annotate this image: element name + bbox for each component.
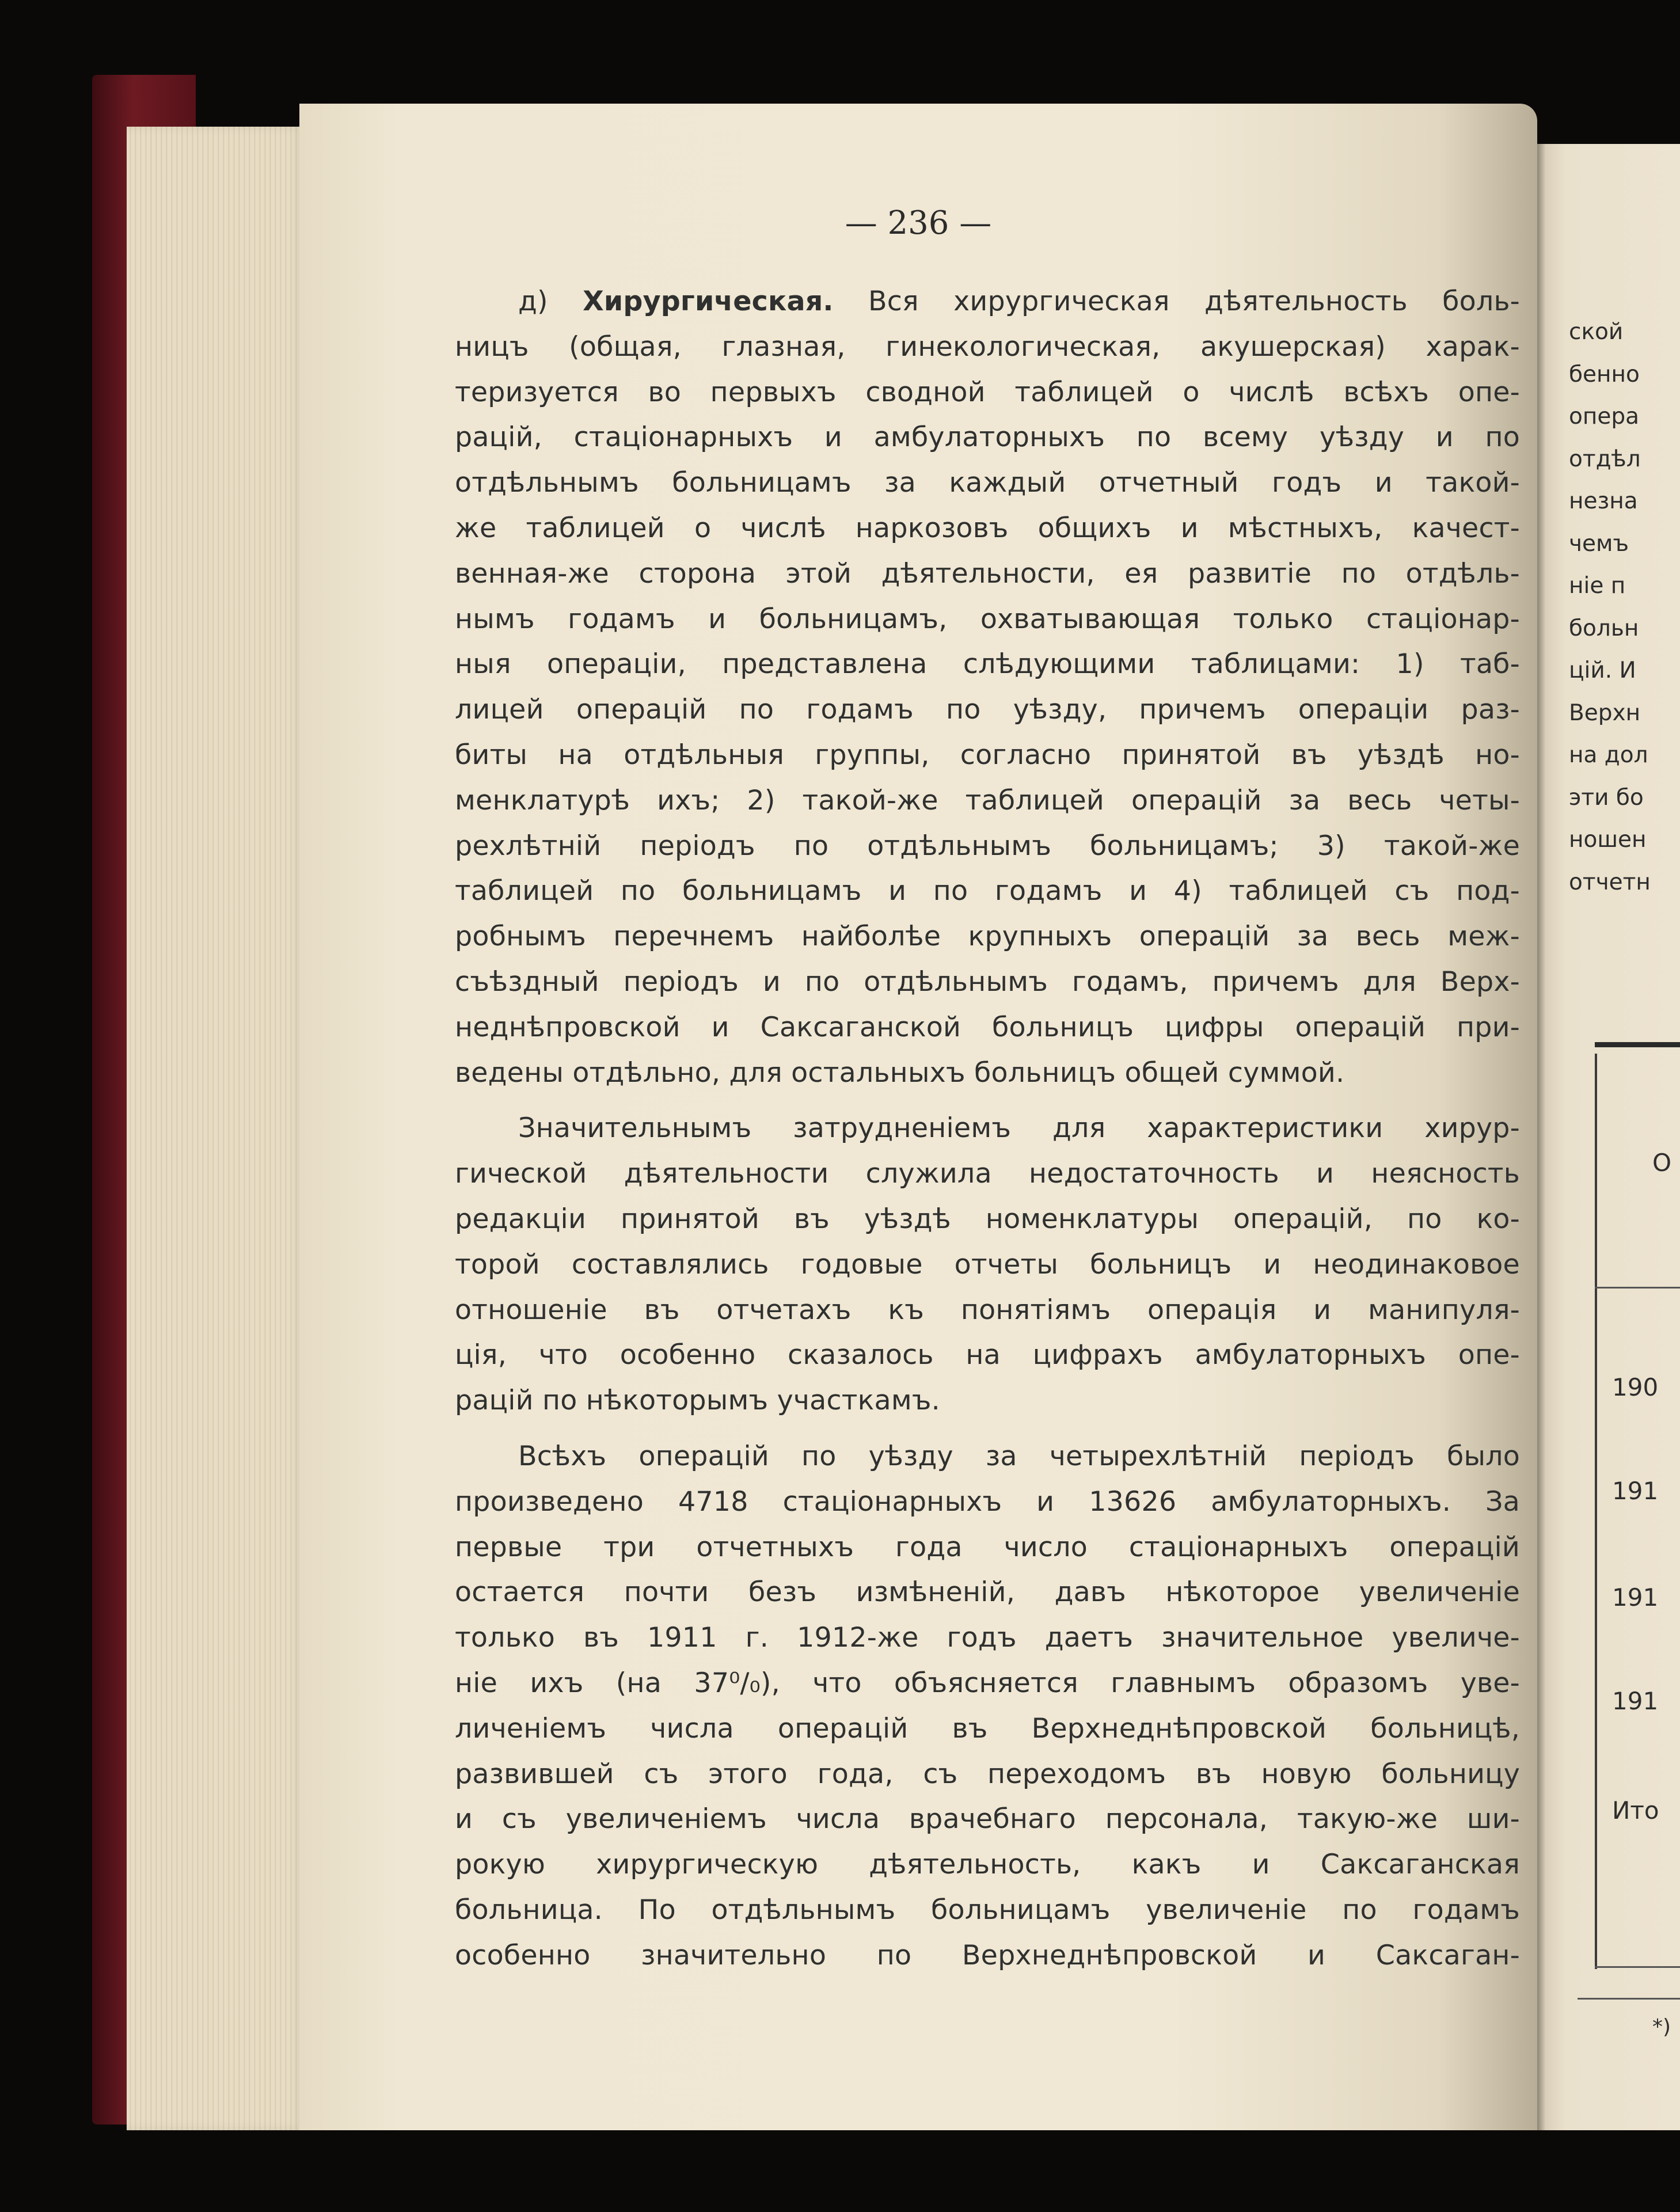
- paragraph-totals: [455, 1434, 1520, 1979]
- text-line: развившей съ этого года, съ переходомъ въ новую больницу: [455, 1758, 1520, 1790]
- text-line: таблицей по больницамъ и по годамъ и 4) таблицей съ под-: [455, 875, 1520, 907]
- text-line: цій. И: [1569, 657, 1636, 683]
- page-edges: [127, 127, 305, 2130]
- text-line: ницъ (общая, глазная, гинекологическая, акушерская) харак-: [455, 330, 1520, 363]
- text-line: и съ увеличеніемъ числа врачебнаго персонала, такую-же ши-: [455, 1803, 1520, 1835]
- paragraph-surgical: [455, 279, 1520, 1096]
- text-line: менклатурѣ ихъ; 2) такой-же таблицей операцій за весь четы-: [455, 784, 1520, 816]
- text-line: ведены отдѣльно, для остальныхъ больницъ общей суммой.: [455, 1056, 1345, 1089]
- text-line: ція, что особенно сказалось на цифрахъ амбулаторныхъ опе-: [455, 1339, 1520, 1371]
- text-line: Верхн: [1569, 700, 1641, 726]
- text-line: неднѣпровской и Саксаганской больницъ цифры операцій при-: [455, 1011, 1520, 1043]
- table-year-cell: 191: [1612, 1583, 1659, 1612]
- left-page: [299, 104, 1537, 2130]
- table-left-border: [1595, 1054, 1597, 1969]
- footnote-marker: *): [1652, 2015, 1671, 2039]
- section-heading: Хирургическая.: [583, 286, 834, 317]
- text-line: нымъ годамъ и больницамъ, охватывающая только стаціонар-: [455, 603, 1520, 635]
- text-line: незна: [1569, 488, 1638, 514]
- text-line: отношеніе въ отчетахъ къ понятіямъ операція и манипуля-: [455, 1294, 1520, 1326]
- text-line: только въ 1911 г. 1912-же годъ даетъ значительное увеличе-: [455, 1622, 1520, 1654]
- text-line: рехлѣтній періодъ по отдѣльнымъ больницамъ; 3) такой-же: [455, 830, 1520, 862]
- paragraph-difficulties: [455, 1106, 1520, 1424]
- text-line: бенно: [1569, 361, 1640, 387]
- text-line: чемъ: [1569, 530, 1629, 557]
- text-line: [455, 279, 1520, 325]
- right-page-text: [1569, 311, 1651, 903]
- table-total-cell: Ито: [1612, 1796, 1659, 1825]
- text-line: рацій по нѣкоторымъ участкамъ.: [455, 1385, 940, 1417]
- text-line: личеніемъ числа операцій въ Верхнеднѣпровской больницѣ,: [455, 1712, 1520, 1744]
- text-line: Всѣхъ операцій по уѣзду за четырехлѣтній періодъ было: [518, 1440, 1520, 1472]
- body-text: [455, 279, 1520, 1989]
- text-line: первые три отчетныхъ года число стаціонарныхъ операцій: [455, 1531, 1520, 1563]
- text-line: Значительнымъ затрудненіемъ для характеристики хирур-: [518, 1112, 1520, 1145]
- table-header-cell: O: [1652, 1149, 1672, 1177]
- text-line: съѣздный періодъ и по отдѣльнымъ годамъ, причемъ для Верх-: [455, 966, 1520, 998]
- text-line: отдѣл: [1569, 446, 1641, 472]
- text-line: эти бо: [1569, 784, 1644, 811]
- text-line: же таблицей о числѣ наркозовъ общихъ и мѣстныхъ, качест-: [455, 512, 1520, 544]
- table-year-cell: 191: [1612, 1687, 1659, 1715]
- text-line: остается почти безъ измѣненій, давъ нѣкоторое увеличеніе: [455, 1576, 1520, 1609]
- text-line: ніе ихъ (на 37⁰/₀), что объясняется главнымъ образомъ уве-: [455, 1667, 1520, 1699]
- text-line: ношен: [1569, 827, 1647, 853]
- text-line: торой составлялись годовые отчеты больницъ и неодинаковое: [455, 1248, 1520, 1280]
- text-line: робнымъ перечнемъ найболѣе крупныхъ операцій за весь меж-: [455, 921, 1520, 953]
- text-line: рокую хирургическую дѣятельность, какъ и Саксаганская: [455, 1849, 1520, 1881]
- text-line: отдѣльнымъ больницамъ за каждый отчетный годъ и такой-: [455, 467, 1520, 499]
- table-year-cell: 190: [1612, 1373, 1659, 1401]
- text-line: произведено 4718 стаціонарныхъ и 13626 амбулаторныхъ. За: [455, 1485, 1520, 1518]
- text-line: на дол: [1569, 742, 1648, 768]
- text-line: редакціи принятой въ уѣздѣ номенклатуры операцій, по ко-: [455, 1203, 1520, 1235]
- text-line: биты на отдѣльныя группы, согласно принятой въ уѣздѣ но-: [455, 739, 1520, 771]
- right-page: [1537, 144, 1680, 2130]
- text-line: теризуется во первыхъ сводной таблицей о числѣ всѣхъ опе-: [455, 376, 1520, 408]
- page-number: — 236 —: [845, 204, 992, 242]
- text-line: ніе п: [1569, 573, 1626, 599]
- text-line: рацій, стаціонарныхъ и амбулаторныхъ по всему уѣзду и по: [455, 421, 1520, 454]
- table-year-cell: 191: [1612, 1477, 1659, 1505]
- text-line: лицей операцій по годамъ по уѣзду, причемъ операціи раз-: [455, 694, 1520, 726]
- text-line: ской: [1569, 319, 1624, 345]
- text-line: больница. По отдѣльнымъ больницамъ увеличеніе по годамъ: [455, 1894, 1520, 1926]
- table-top-rule: [1595, 1042, 1680, 1047]
- text-line: особенно значительно по Верхнеднѣпровской и Саксаган-: [455, 1939, 1520, 1971]
- text-line: больн: [1569, 615, 1639, 641]
- line-rest: Вся хирургическая дѣятельность боль-: [833, 286, 1520, 317]
- table-header-rule: [1595, 1287, 1680, 1289]
- text-line: ныя операціи, представлена слѣдующими таблицами: 1) таб-: [455, 648, 1520, 681]
- text-line: опера: [1569, 404, 1640, 430]
- table-bottom-rule: [1595, 1966, 1680, 1968]
- text-line: венная-же сторона этой дѣятельности, ея развитіе по отдѣль-: [455, 557, 1520, 590]
- text-line: отчетн: [1569, 869, 1651, 895]
- footnote-rule: [1578, 1998, 1680, 2000]
- text-line: гической дѣятельности служила недостаточность и неясность: [455, 1158, 1520, 1190]
- section-label: д): [518, 286, 583, 317]
